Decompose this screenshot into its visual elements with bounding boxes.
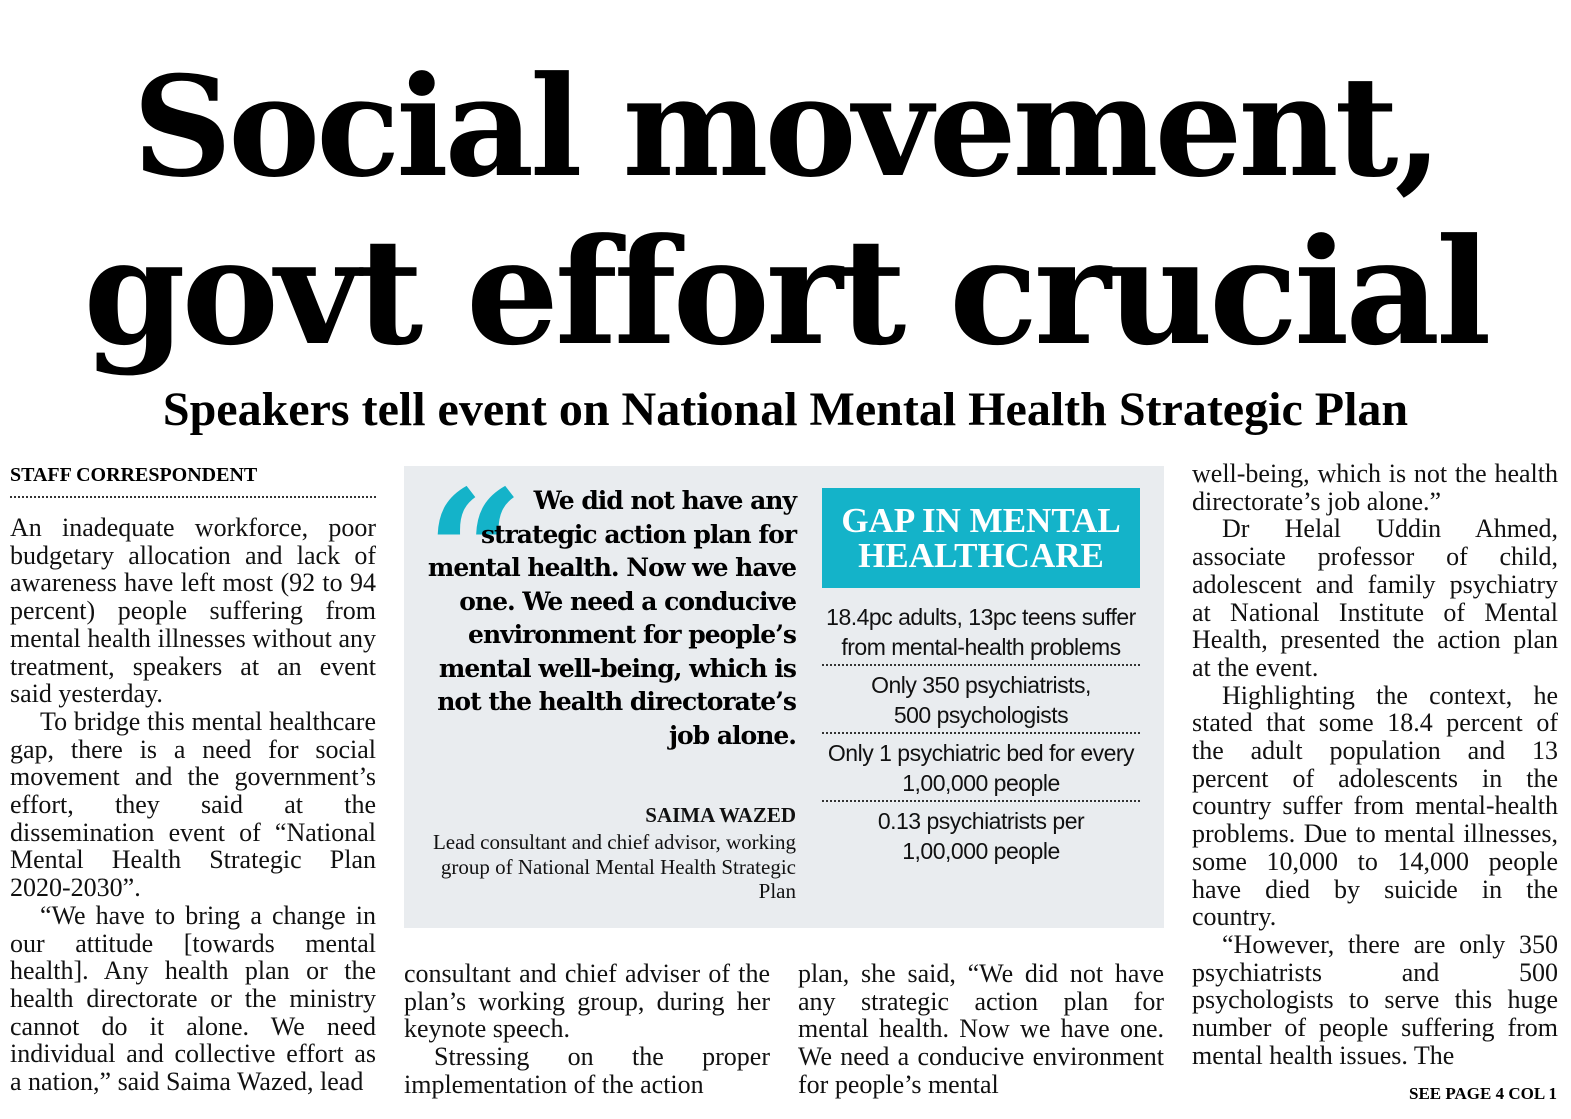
quote-mark-icon: “ — [426, 453, 524, 653]
paragraph: Dr Helal Uddin Ahmed, associate professor of child, adolescent and family psychiatry at National Institute of Mental Health, presented the action plan at the event. — [1192, 514, 1558, 682]
factbox-list — [822, 598, 1140, 870]
factbox-item-line: 18.4pc adults, 13pc teens suffer — [826, 604, 1136, 630]
paragraph: well-being, which is not the health directorate’s job alone.” — [1192, 460, 1558, 516]
paragraph: consultant and chief adviser of the plan’s working group, during her keynote speech. — [404, 960, 770, 1044]
factbox-item-line: 500 psychologists — [893, 702, 1069, 728]
paragraph: “We have to bring a change in our attitude [towards mental health]. Any health plan or the health directorate or the ministry cannot do it alone. We need individual and collective effort as a nation,” said Saima Wazed, lead — [10, 900, 376, 1097]
article-column-4 — [1192, 460, 1558, 1076]
factbox-title — [822, 488, 1140, 588]
quote-author: SAIMA WAZED — [645, 803, 796, 827]
factbox-item-line: from mental-health problems — [841, 634, 1121, 660]
paragraph: Highlighting the context, he stated that some 18.4 percent of the adult population and 13 percent of adolescents in the country suffer from mental-health problems. Due to mental illnesses, some 10,000 to 14,000 people have died by suicide in the country. — [1192, 680, 1558, 932]
pull-quote-text: We did not have any strategic action plan for mental health. Now we have one. We need a conducive environment for people’s mental well-being, which is not the health directorate’s job alone. — [427, 486, 796, 750]
factbox-title-line-1: GAP IN MENTAL — [841, 501, 1121, 540]
article-column-3 — [798, 960, 1164, 1110]
paragraph: plan, she said, “We did not have any strategic action plan for mental health. Now we have one. We need a conducive environment for people’s mental — [798, 960, 1164, 1099]
factbox-item — [822, 598, 1140, 666]
headline-line-1: Social movement, — [132, 45, 1439, 208]
factbox-item — [822, 666, 1140, 734]
headline-line-2: govt effort crucial — [83, 207, 1488, 378]
byline: STAFF CORRESPONDENT — [10, 462, 376, 498]
paragraph: Stressing on the proper implementation of the action — [404, 1042, 770, 1099]
factbox-item-line: Only 350 psychiatrists, — [871, 672, 1091, 698]
factbox-item-line: 0.13 psychiatrists per — [877, 808, 1085, 834]
quote-author-role: Lead consultant and chief advisor, working group of National Mental Health Strategic Plan — [432, 830, 796, 903]
paragraph: An inadequate workforce, poor budgetary allocation and lack of awareness have left most (92 to 94 percent) people suffering from mental health illnesses without any treatment, speakers at an event said yesterday. — [10, 514, 376, 709]
continuation-note: SEE PAGE 4 COL 1 — [1409, 1084, 1557, 1103]
factbox-title-line-2: HEALTHCARE — [858, 536, 1104, 575]
article-column-1 — [10, 514, 376, 1104]
factbox-item — [822, 734, 1140, 802]
factbox-item-line: 1,00,000 people — [902, 770, 1060, 796]
pull-quote-panel — [404, 453, 1164, 928]
paragraph: To bridge this mental healthcare gap, there is a need for social movement and the government’s effort, they said at the dissemination event of “National Mental Health Strategic Plan 2020-2030”. — [10, 706, 376, 903]
article-column-2 — [404, 960, 770, 1110]
subheadline: Speakers tell event on National Mental Health Strategic Plan — [162, 383, 1409, 436]
factbox-item-line: 1,00,000 people — [902, 838, 1060, 864]
paragraph: “However, there are only 350 psychiatrists and 500 psychologists to serve this huge number of people suffering from mental health issues. The — [1192, 929, 1558, 1070]
factbox-item — [822, 802, 1140, 870]
factbox-item-line: Only 1 psychiatric bed for every — [827, 740, 1135, 766]
